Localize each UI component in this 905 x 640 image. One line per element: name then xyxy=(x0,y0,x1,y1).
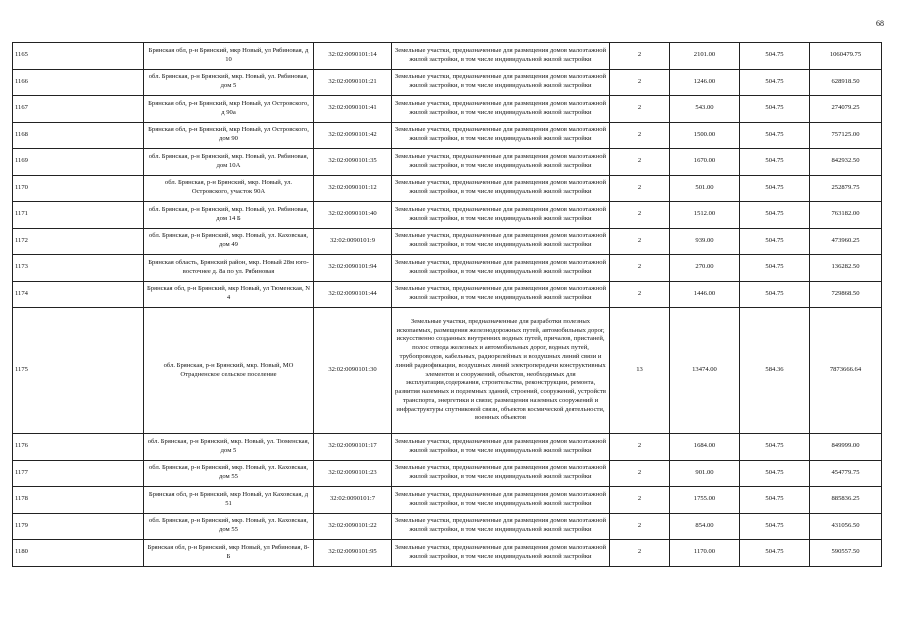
cadastral-value-cell: 885836.25 xyxy=(810,487,882,514)
cadastral-number-cell: 32:02:0090101:17 xyxy=(314,434,392,461)
area-cell: 1684.00 xyxy=(670,434,740,461)
area-cell: 939.00 xyxy=(670,228,740,255)
row-number: 1173 xyxy=(13,255,144,282)
specific-value-cell: 504.75 xyxy=(740,96,810,123)
specific-value-cell: 504.75 xyxy=(740,513,810,540)
cadastral-value-cell: 842932.50 xyxy=(810,149,882,176)
class-cell: 2 xyxy=(610,513,670,540)
address-cell: Брянская обл, р-н Брянский, мкр Новый, ул Тюменская, N 4 xyxy=(144,281,314,308)
row-number: 1168 xyxy=(13,122,144,149)
area-cell: 901.00 xyxy=(670,460,740,487)
cadastral-value-cell: 763182.00 xyxy=(810,202,882,229)
land-register-table xyxy=(12,42,882,567)
cadastral-value-cell: 473960.25 xyxy=(810,228,882,255)
class-cell: 2 xyxy=(610,175,670,202)
specific-value-cell: 504.75 xyxy=(740,460,810,487)
area-cell: 1500.00 xyxy=(670,122,740,149)
class-cell: 2 xyxy=(610,434,670,461)
address-cell: обл. Брянская, р-н Брянский, мкр. Новый, ул. Рябиновая, дом 10А xyxy=(144,149,314,176)
address-cell: обл. Брянская, р-н Брянский, мкр. Новый, ул. Рябиновая, дом 5 xyxy=(144,69,314,96)
permitted-use-cell: Земельные участки, предназначенные для размещения домов малоэтажной жилой застройки, в том числе индивидуальной жилой застройки xyxy=(392,281,610,308)
permitted-use-cell: Земельные участки, предназначенные для размещения домов малоэтажной жилой застройки, в том числе индивидуальной жилой застройки xyxy=(392,255,610,282)
table-row xyxy=(13,43,882,70)
table-row xyxy=(13,96,882,123)
address-cell: Брянская обл, р-н Брянский, мкр Новый, ул Рябиновая, 8-Б xyxy=(144,540,314,567)
class-cell: 2 xyxy=(610,43,670,70)
table-row xyxy=(13,460,882,487)
specific-value-cell: 504.75 xyxy=(740,487,810,514)
row-number: 1172 xyxy=(13,228,144,255)
address-cell: Брянская обл, р-н Брянский, мкр Новый, ул Каховская, д 51 xyxy=(144,487,314,514)
cadastral-value-cell: 431056.50 xyxy=(810,513,882,540)
row-number: 1178 xyxy=(13,487,144,514)
table-row xyxy=(13,228,882,255)
specific-value-cell: 504.75 xyxy=(740,434,810,461)
permitted-use-cell: Земельные участки, предназначенные для размещения домов малоэтажной жилой застройки, в том числе индивидуальной жилой застройки xyxy=(392,434,610,461)
address-cell: обл. Брянская, р-н Брянский, мкр. Новый, ул. Рябиновая, дом 14 Б xyxy=(144,202,314,229)
area-cell: 1170.00 xyxy=(670,540,740,567)
row-number: 1171 xyxy=(13,202,144,229)
permitted-use-cell: Земельные участки, предназначенные для размещения домов малоэтажной жилой застройки, в том числе индивидуальной жилой застройки xyxy=(392,149,610,176)
address-cell: Брянская обл, р-н Брянский, мкр Новый, ул Островского, д 90а xyxy=(144,96,314,123)
table-row xyxy=(13,434,882,461)
cadastral-value-cell: 1060479.75 xyxy=(810,43,882,70)
row-number: 1175 xyxy=(13,308,144,434)
cadastral-number-cell: 32:02:0090101:21 xyxy=(314,69,392,96)
address-cell: обл. Брянская, р-н Брянский, мкр. Новый, ул. Островского, участок 90А xyxy=(144,175,314,202)
table-row xyxy=(13,513,882,540)
class-cell: 2 xyxy=(610,228,670,255)
table-row xyxy=(13,308,882,434)
class-cell: 2 xyxy=(610,255,670,282)
permitted-use-cell: Земельные участки, предназначенные для размещения домов малоэтажной жилой застройки, в том числе индивидуальной жилой застройки xyxy=(392,122,610,149)
cadastral-number-cell: 32:02:0090101:30 xyxy=(314,308,392,434)
address-cell: обл. Брянская, р-н Брянский, мкр. Новый, ул. Каховская, дом 55 xyxy=(144,460,314,487)
area-cell: 543.00 xyxy=(670,96,740,123)
cadastral-number-cell: 32:02:0090101:14 xyxy=(314,43,392,70)
class-cell: 2 xyxy=(610,69,670,96)
cadastral-value-cell: 757125.00 xyxy=(810,122,882,149)
address-cell: Брянская обл, р-н Брянский, мкр Новый, ул Островского, дом 90 xyxy=(144,122,314,149)
area-cell: 1670.00 xyxy=(670,149,740,176)
permitted-use-cell: Земельные участки, предназначенные для размещения домов малоэтажной жилой застройки, в том числе индивидуальной жилой застройки xyxy=(392,540,610,567)
permitted-use-cell: Земельные участки, предназначенные для размещения домов малоэтажной жилой застройки, в том числе индивидуальной жилой застройки xyxy=(392,175,610,202)
area-cell: 2101.00 xyxy=(670,43,740,70)
cadastral-number-cell: 32:02:0090101:9 xyxy=(314,228,392,255)
address-cell: обл. Брянская, р-н Брянский, мкр. Новый, МО Отрадненское сельское поселение xyxy=(144,308,314,434)
cadastral-value-cell: 849999.00 xyxy=(810,434,882,461)
specific-value-cell: 504.75 xyxy=(740,540,810,567)
cadastral-number-cell: 32:02:0090101:44 xyxy=(314,281,392,308)
specific-value-cell: 504.75 xyxy=(740,69,810,96)
cadastral-value-cell: 136282.50 xyxy=(810,255,882,282)
specific-value-cell: 504.75 xyxy=(740,281,810,308)
address-cell: Брянская область, Брянский район, мкр. Новый 28м юго-восточнее д. 8а по ул. Рябиновая xyxy=(144,255,314,282)
area-cell: 270.00 xyxy=(670,255,740,282)
cadastral-number-cell: 32:02:0090101:22 xyxy=(314,513,392,540)
cadastral-value-cell: 454779.75 xyxy=(810,460,882,487)
class-cell: 2 xyxy=(610,122,670,149)
address-cell: обл. Брянская, р-н Брянский, мкр. Новый, ул. Каховская, дом 55 xyxy=(144,513,314,540)
table-row xyxy=(13,281,882,308)
cadastral-number-cell: 32:02:0090101:35 xyxy=(314,149,392,176)
permitted-use-cell: Земельные участки, предназначенные для размещения домов малоэтажной жилой застройки, в том числе индивидуальной жилой застройки xyxy=(392,43,610,70)
cadastral-value-cell: 729868.50 xyxy=(810,281,882,308)
table-row xyxy=(13,149,882,176)
cadastral-number-cell: 32:02:0090101:23 xyxy=(314,460,392,487)
permitted-use-cell: Земельные участки, предназначенные для размещения домов малоэтажной жилой застройки, в том числе индивидуальной жилой застройки xyxy=(392,69,610,96)
address-cell: Брянская обл, р-н Брянский, мкр Новый, ул Рябиновая, д 10 xyxy=(144,43,314,70)
class-cell: 2 xyxy=(610,149,670,176)
table-row xyxy=(13,122,882,149)
specific-value-cell: 504.75 xyxy=(740,175,810,202)
specific-value-cell: 584.36 xyxy=(740,308,810,434)
permitted-use-cell: Земельные участки, предназначенные для размещения домов малоэтажной жилой застройки, в том числе индивидуальной жилой застройки xyxy=(392,460,610,487)
row-number: 1165 xyxy=(13,43,144,70)
row-number: 1177 xyxy=(13,460,144,487)
specific-value-cell: 504.75 xyxy=(740,202,810,229)
specific-value-cell: 504.75 xyxy=(740,43,810,70)
specific-value-cell: 504.75 xyxy=(740,255,810,282)
cadastral-number-cell: 32:02:0090101:12 xyxy=(314,175,392,202)
cadastral-number-cell: 32:02:0090101:95 xyxy=(314,540,392,567)
row-number: 1180 xyxy=(13,540,144,567)
row-number: 1166 xyxy=(13,69,144,96)
area-cell: 13474.00 xyxy=(670,308,740,434)
specific-value-cell: 504.75 xyxy=(740,149,810,176)
address-cell: обл. Брянская, р-н Брянский, мкр. Новый, ул. Каховская, дом 49 xyxy=(144,228,314,255)
class-cell: 2 xyxy=(610,202,670,229)
cadastral-number-cell: 32:02:0090101:42 xyxy=(314,122,392,149)
page-number: 68 xyxy=(876,19,884,28)
area-cell: 1755.00 xyxy=(670,487,740,514)
row-number: 1179 xyxy=(13,513,144,540)
row-number: 1174 xyxy=(13,281,144,308)
permitted-use-cell: Земельные участки, предназначенные для размещения домов малоэтажной жилой застройки, в том числе индивидуальной жилой застройки xyxy=(392,228,610,255)
cadastral-number-cell: 32:02:0090101:40 xyxy=(314,202,392,229)
area-cell: 501.00 xyxy=(670,175,740,202)
cadastral-value-cell: 590557.50 xyxy=(810,540,882,567)
address-cell: обл. Брянская, р-н Брянский, мкр. Новый, ул. Тюменская, дом 5 xyxy=(144,434,314,461)
table-row xyxy=(13,175,882,202)
row-number: 1170 xyxy=(13,175,144,202)
class-cell: 2 xyxy=(610,281,670,308)
class-cell: 13 xyxy=(610,308,670,434)
class-cell: 2 xyxy=(610,460,670,487)
permitted-use-cell: Земельные участки, предназначенные для размещения домов малоэтажной жилой застройки, в том числе индивидуальной жилой застройки xyxy=(392,487,610,514)
table-row xyxy=(13,255,882,282)
permitted-use-cell: Земельные участки, предназначенные для размещения домов малоэтажной жилой застройки, в том числе индивидуальной жилой застройки xyxy=(392,513,610,540)
cadastral-number-cell: 32:02:0090101:41 xyxy=(314,96,392,123)
cadastral-value-cell: 628918.50 xyxy=(810,69,882,96)
row-number: 1167 xyxy=(13,96,144,123)
permitted-use-cell: Земельные участки, предназначенные для размещения домов малоэтажной жилой застройки, в том числе индивидуальной жилой застройки xyxy=(392,96,610,123)
cadastral-value-cell: 252879.75 xyxy=(810,175,882,202)
class-cell: 2 xyxy=(610,540,670,567)
specific-value-cell: 504.75 xyxy=(740,228,810,255)
cadastral-value-cell: 274079.25 xyxy=(810,96,882,123)
row-number: 1169 xyxy=(13,149,144,176)
area-cell: 854.00 xyxy=(670,513,740,540)
class-cell: 2 xyxy=(610,487,670,514)
permitted-use-cell: Земельные участки, предназначенные для размещения домов малоэтажной жилой застройки, в том числе индивидуальной жилой застройки xyxy=(392,202,610,229)
permitted-use-cell: Земельные участки, предназначенные для разработки полезных ископаемых, размещения железнодорожных путей, автомобильных дорог, искусственно созданных внутренних водных путей, причалов, пристаней, полос отвода железных и автомобильных дорог, водных путей, трубопроводов, кабельных, радиорелейных и воздушных линий связи и линий радиофикации, воздушных линий электропередачи конструктивных элементов и сооружений, объектов, необходимых для эксплуатации,содержания, строительства, реконструкции, ремонта, развития наземных и подземных зданий, строений, сооружений, устройств транспорта, энергетики и связи; размещения наземных сооружений и инфраструктуры спутниковой связи, объектов космической деятельности, военных объектов xyxy=(392,308,610,434)
table-row xyxy=(13,202,882,229)
area-cell: 1446.00 xyxy=(670,281,740,308)
table-row xyxy=(13,487,882,514)
cadastral-value-cell: 7873666.64 xyxy=(810,308,882,434)
area-cell: 1512.00 xyxy=(670,202,740,229)
class-cell: 2 xyxy=(610,96,670,123)
table-row xyxy=(13,69,882,96)
area-cell: 1246.00 xyxy=(670,69,740,96)
cadastral-number-cell: 32:02:0090101:94 xyxy=(314,255,392,282)
row-number: 1176 xyxy=(13,434,144,461)
table-row xyxy=(13,540,882,567)
specific-value-cell: 504.75 xyxy=(740,122,810,149)
cadastral-number-cell: 32:02:0090101:7 xyxy=(314,487,392,514)
